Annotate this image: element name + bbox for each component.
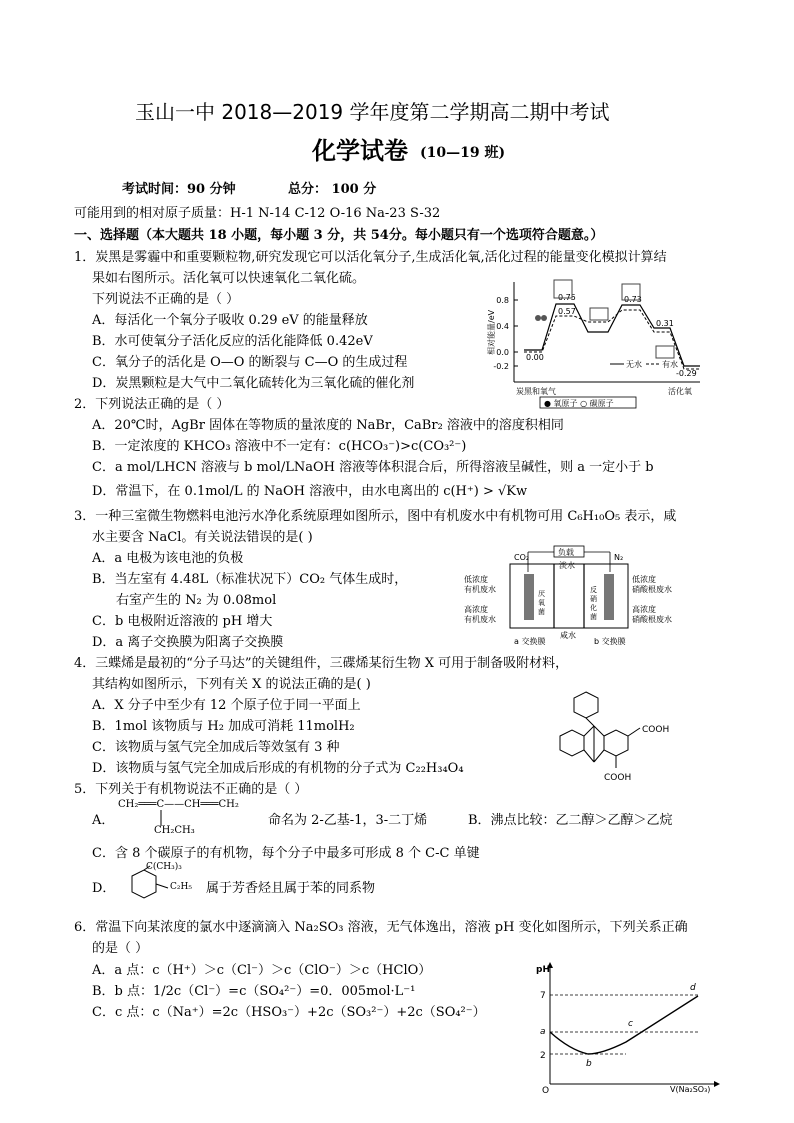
class-range: (10—19 班)	[420, 145, 506, 161]
x-end-label: 活化氧	[668, 387, 692, 396]
co2-label: CO₂	[514, 553, 530, 562]
point-c-label: c	[628, 1019, 633, 1029]
x-start-label: 炭黑和氧气	[516, 387, 556, 396]
q2-option-a: A．20℃时，AgBr 固体在等物质的量浓度的 NaBr，CaBr₂ 溶液中的溶度积相同	[92, 418, 564, 433]
atomic-masses: 可能用到的相对原子质量：H-1 N-14 C-12 O-16 Na-23 S-32	[74, 206, 441, 221]
left-top-label-2: 有机废水	[464, 585, 496, 594]
point-a-label: a	[540, 1027, 546, 1037]
ph-tick-2: 2	[540, 1051, 546, 1061]
value-031: 0.31	[656, 319, 674, 328]
tick-neg02: -0.2	[493, 362, 509, 371]
q3-stem-line2: 水主要含 NaCl。有关说法错误的是( )	[92, 530, 313, 545]
q5-d-substituent-1: C(CH₃)₃	[146, 862, 182, 872]
q6-stem-line1: 6．常温下向某浓度的氯水中逐滴滴入 Na₂SO₃ 溶液，无气体逸出，溶液 pH 变化如图所示，下列关系正确	[74, 920, 688, 935]
right-top-label: 低浓度	[632, 575, 656, 584]
q5-option-a-text: 命名为 2-乙基-1，3-二丁烯	[268, 813, 428, 828]
section-title: 一、选择题（本大题共 18 小题，每小题 3 分，共 54分。每小题只有一个选项符合题意。）	[74, 228, 604, 243]
q1-option-b: B．水可使氧分子活化反应的活化能降低 0.42eV	[92, 334, 373, 349]
value-073: 0.73	[624, 295, 642, 304]
fresh-water-label: 淡水	[559, 561, 575, 570]
atom-legend: ● 氧原子 ○ 碳原子	[544, 399, 614, 408]
molecule-icon	[656, 346, 674, 358]
q1-option-d: D．炭黑颗粒是大气中二氧化硫转化为三氧化硫的催化剂	[92, 376, 415, 391]
q4-option-b: B．1mol 该物质与 H₂ 加成可消耗 11molH₂	[92, 719, 355, 734]
q4-option-d: D．该物质与氢气完全加成后形成的有机物的分子式为 C₂₂H₃₄O₄	[92, 761, 464, 776]
legend-no-water: 无水	[626, 360, 642, 369]
exam-time: 考试时间：90 分钟	[122, 182, 236, 197]
value-057: 0.57	[558, 307, 576, 316]
value-075: 0.75	[558, 293, 576, 302]
membrane-a-label: a 交换膜	[514, 637, 546, 646]
tick-00: 0.0	[496, 348, 509, 357]
q1-ask: 下列说法不正确的是（ ）	[92, 292, 240, 307]
anaerobic-label: 厌	[538, 590, 545, 598]
right-top-label-2: 硝酸根废水	[632, 585, 672, 594]
q6-stem-line2: 的是（ ）	[92, 941, 149, 956]
energy-axis-label: 相对能量/eV	[487, 309, 496, 355]
anaerobic-label-3: 菌	[538, 608, 545, 616]
point-b-label: b	[586, 1059, 592, 1069]
q6-option-a: A．a 点：c（H⁺）＞c（Cl⁻）＞c（ClO⁻）＞c（HClO）	[92, 963, 432, 978]
q3-stem-line1: 3．一种三室微生物燃料电池污水净化系统原理如图所示，图中有机废水中有机物可用 C₆H₁₀O₅ 表示，咸	[74, 509, 677, 524]
q2-option-d: D．常温下，在 0.1mol/L 的 NaOH 溶液中，由水电离出的 c(H⁺) > √Kw	[92, 484, 528, 499]
oxygen-atom-icon	[541, 315, 547, 321]
n2-label: N₂	[614, 553, 624, 562]
origin-label: O	[542, 1086, 550, 1094]
q3-option-a: A．a 电极为该电池的负极	[92, 551, 244, 566]
q5-option-d-text: 属于芳香烃且属于苯的同系物	[206, 881, 376, 896]
q5-option-b: B．沸点比较：乙二醇＞乙醇＞乙烷	[468, 813, 673, 828]
ph-curve-chart	[530, 958, 724, 1094]
left-bottom-label: 高浓度	[464, 605, 488, 614]
q5-option-c: C．含 8 个碳原子的有机物，每个分子中最多可形成 8 个 C-C 单键	[92, 846, 480, 861]
tick-08: 0.8	[496, 296, 509, 305]
q1-stem-line2: 果如右图所示。活化氧可以快速氧化二氧化硫。	[92, 271, 366, 286]
q4-stem-line1: 4．三蝶烯是最初的“分子马达”的关键组件，三碟烯某衍生物 X 可用于制备吸附材料，	[74, 656, 569, 671]
q4-option-c: C．该物质与氢气完全加成后等效氢有 3 种	[92, 740, 340, 755]
q5-stem: 5．下列关于有机物说法不正确的是（ ）	[74, 782, 308, 797]
q4-option-a: A．X 分子中至少有 12 个原子位于同一平面上	[92, 698, 361, 713]
salt-water-label: 咸水	[560, 631, 576, 640]
q5-formula-top: CH₂═══C——CH═══CH₂	[118, 799, 239, 810]
triptycene-structure	[548, 688, 678, 784]
q5-option-a-label: A．	[92, 813, 115, 828]
q5-branch-bond	[158, 810, 164, 826]
oxygen-atom-icon	[535, 315, 541, 321]
q5-formula-bottom: CH₂CH₃	[154, 825, 195, 836]
value-neg029: -0.29	[676, 369, 697, 378]
molecule-icon	[590, 308, 608, 320]
q2-option-c: C．a mol/LHCN 溶液与 b mol/LNaOH 溶液等体积混合后，所得溶液呈碱性，则 a 一定小于 b	[92, 460, 654, 475]
membrane-b-label: b 交换膜	[594, 637, 626, 646]
cooh-top: COOH	[642, 725, 670, 735]
value-000: 0.00	[526, 353, 544, 362]
fuel-cell-diagram	[462, 544, 672, 646]
q6-option-b: B．b 点：1/2c（Cl⁻）=c（SO₄²⁻）=0．005mol·L⁻¹	[92, 984, 416, 999]
denitrify-label: 反	[590, 586, 597, 594]
total-score: 总分： 100 分	[288, 182, 377, 197]
q3-option-d: D．a 离子交换膜为阳离子交换膜	[92, 635, 284, 650]
q5-d-substituent-2: C₂H₅	[170, 882, 192, 892]
denitrify-label-3: 化	[590, 604, 597, 612]
school-title: 玉山一中 2018—2019 学年度第二学期高二期中考试	[135, 100, 610, 124]
q3-option-c: C．b 电极附近溶液的 pH 增大	[92, 614, 273, 629]
ph-tick-7: 7	[540, 991, 546, 1001]
x-axis-label: V(Na₂SO₃)	[670, 1085, 711, 1094]
right-bottom-label: 高浓度	[632, 605, 656, 614]
point-d-label: d	[690, 983, 696, 993]
right-bottom-label-2: 硝酸根废水	[632, 615, 672, 624]
subject-title: 化学试卷	[312, 137, 408, 165]
q3-option-b-line2: 右室产生的 N₂ 为 0.08mol	[116, 593, 277, 608]
denitrify-label-2: 硝	[590, 595, 597, 603]
cooh-bottom: COOH	[604, 773, 632, 783]
anaerobic-label-2: 氧	[538, 599, 545, 607]
q4-stem-line2: 其结构如图所示，下列有关 X 的说法正确的是( )	[92, 677, 371, 692]
energy-diagram	[480, 270, 710, 410]
q2-option-b: B．一定浓度的 KHCO₃ 溶液中不一定有：c(HCO₃⁻)>c(CO₃²⁻)	[92, 439, 467, 454]
q2-stem: 2．下列说法正确的是（ ）	[74, 397, 230, 412]
q5-option-d-label: D．	[92, 881, 116, 896]
ph-axis-label: pH	[536, 965, 550, 975]
q3-option-b-line1: B．当左室有 4.48L（标准状况下）CO₂ 气体生成时，	[92, 572, 408, 587]
q1-option-a: A．每活化一个氧分子吸收 0.29 eV 的能量释放	[92, 313, 368, 328]
tick-04: 0.4	[496, 322, 509, 331]
left-top-label: 低浓度	[464, 575, 488, 584]
load-label: 负载	[558, 548, 574, 557]
left-bottom-label-2: 有机废水	[464, 615, 496, 624]
q1-option-c: C．氧分子的活化是 O—O 的断裂与 C—O 的生成过程	[92, 355, 408, 370]
q1-stem-line1: 1．炭黑是雾霾中和重要颗粒物,研究发现它可以活化氧分子,生成活化氧,活化过程的能量变化模拟计算结	[74, 250, 667, 265]
legend-water: 有水	[662, 360, 678, 369]
q6-option-c: C．c 点：c（Na⁺）=2c（HSO₃⁻）+2c（SO₃²⁻）+2c（SO₄²⁻）	[92, 1005, 486, 1020]
denitrify-label-4: 菌	[590, 613, 597, 621]
